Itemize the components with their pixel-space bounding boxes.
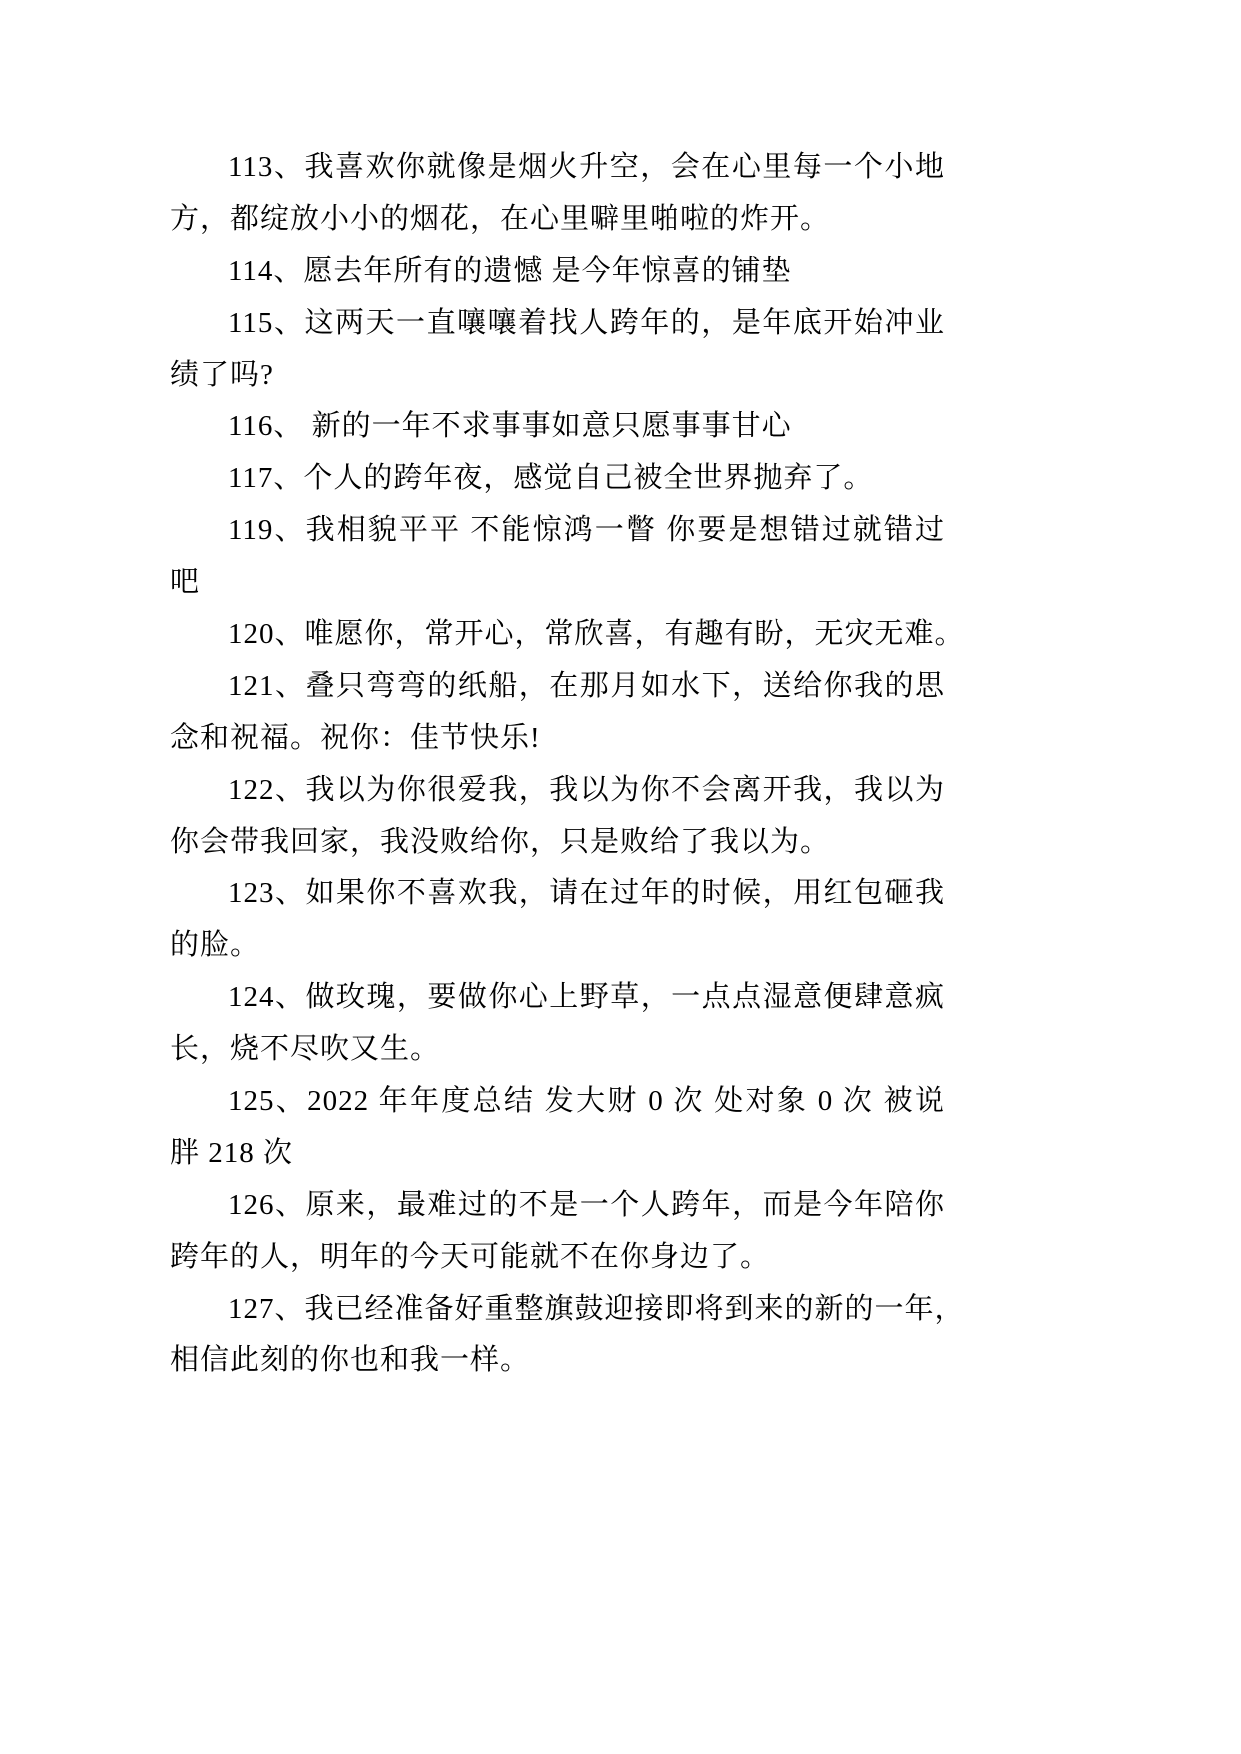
- paragraph-line: 125、2022 年年度总结 发大财 0 次 处对象 0 次 被说: [228, 1085, 945, 1118]
- paragraph: [170, 505, 945, 609]
- paragraph-line: 念和祝福。祝你：佳节快乐!: [170, 721, 541, 754]
- paragraph: [170, 1076, 945, 1180]
- paragraph-line: 119、我相貌平平 不能惊鸿一瞥 你要是想错过就错过: [228, 514, 945, 547]
- paragraph-line: 114、愿去年所有的遗憾 是今年惊喜的铺垫: [228, 254, 792, 287]
- paragraph-line: 相信此刻的你也和我一样。: [170, 1344, 531, 1377]
- paragraph-line: 你会带我回家，我没败给你，只是败给了我以为。: [170, 825, 831, 858]
- paragraph-line: 的脸。: [170, 929, 261, 962]
- paragraph: [170, 1180, 945, 1284]
- paragraph: [170, 765, 945, 869]
- paragraph-line: 122、我以为你很爱我，我以为你不会离开我，我以为: [228, 773, 945, 806]
- paragraph-line: 127、我已经准备好重整旗鼓迎接即将到来的新的一年，: [228, 1292, 965, 1325]
- paragraph-line: 113、我喜欢你就像是烟火升空，会在心里每一个小地: [228, 151, 945, 183]
- paragraph-line: 121、叠只弯弯的纸船，在那月如水下，送给你我的思: [228, 669, 945, 702]
- paragraph-line: 117、个人的跨年夜，感觉自己被全世界抛弃了。: [228, 462, 874, 495]
- paragraph: [170, 609, 965, 661]
- paragraph: [170, 142, 945, 246]
- paragraph-line: 120、唯愿你，常开心，常欣喜，有趣有盼，无灾无难。: [228, 618, 965, 651]
- paragraph: [170, 246, 945, 298]
- paragraph: [170, 972, 945, 1076]
- paragraph: [170, 1284, 965, 1388]
- paragraph-line: 123、如果你不喜欢我，请在过年的时候，用红包砸我: [228, 877, 945, 910]
- paragraph-line: 方，都绽放小小的烟花，在心里噼里啪啦的炸开。: [170, 202, 831, 235]
- paragraph: [170, 401, 945, 453]
- paragraph-line: 胖 218 次: [170, 1136, 294, 1169]
- paragraph-line: 绩了吗?: [170, 358, 274, 391]
- paragraph-line: 124、做玫瑰，要做你心上野草，一点点湿意便肆意疯: [228, 981, 945, 1014]
- paragraph: [170, 298, 945, 402]
- paragraph-line: 跨年的人，明年的今天可能就不在你身边了。: [170, 1240, 771, 1273]
- paragraph-line: 吧: [170, 566, 201, 599]
- paragraph-line: 115、这两天一直嚷嚷着找人跨年的，是年底开始冲业: [228, 306, 945, 339]
- paragraph: [170, 868, 945, 972]
- paragraph: [170, 453, 945, 505]
- paragraph-line: 126、原来，最难过的不是一个人跨年，而是今年陪你: [228, 1188, 945, 1221]
- paragraph-line: 长，烧不尽吹又生。: [170, 1033, 441, 1066]
- paragraph-line: 116、 新的一年不求事事如意只愿事事甘心: [228, 410, 792, 443]
- paragraph: [170, 661, 945, 765]
- document-body: [170, 142, 965, 1387]
